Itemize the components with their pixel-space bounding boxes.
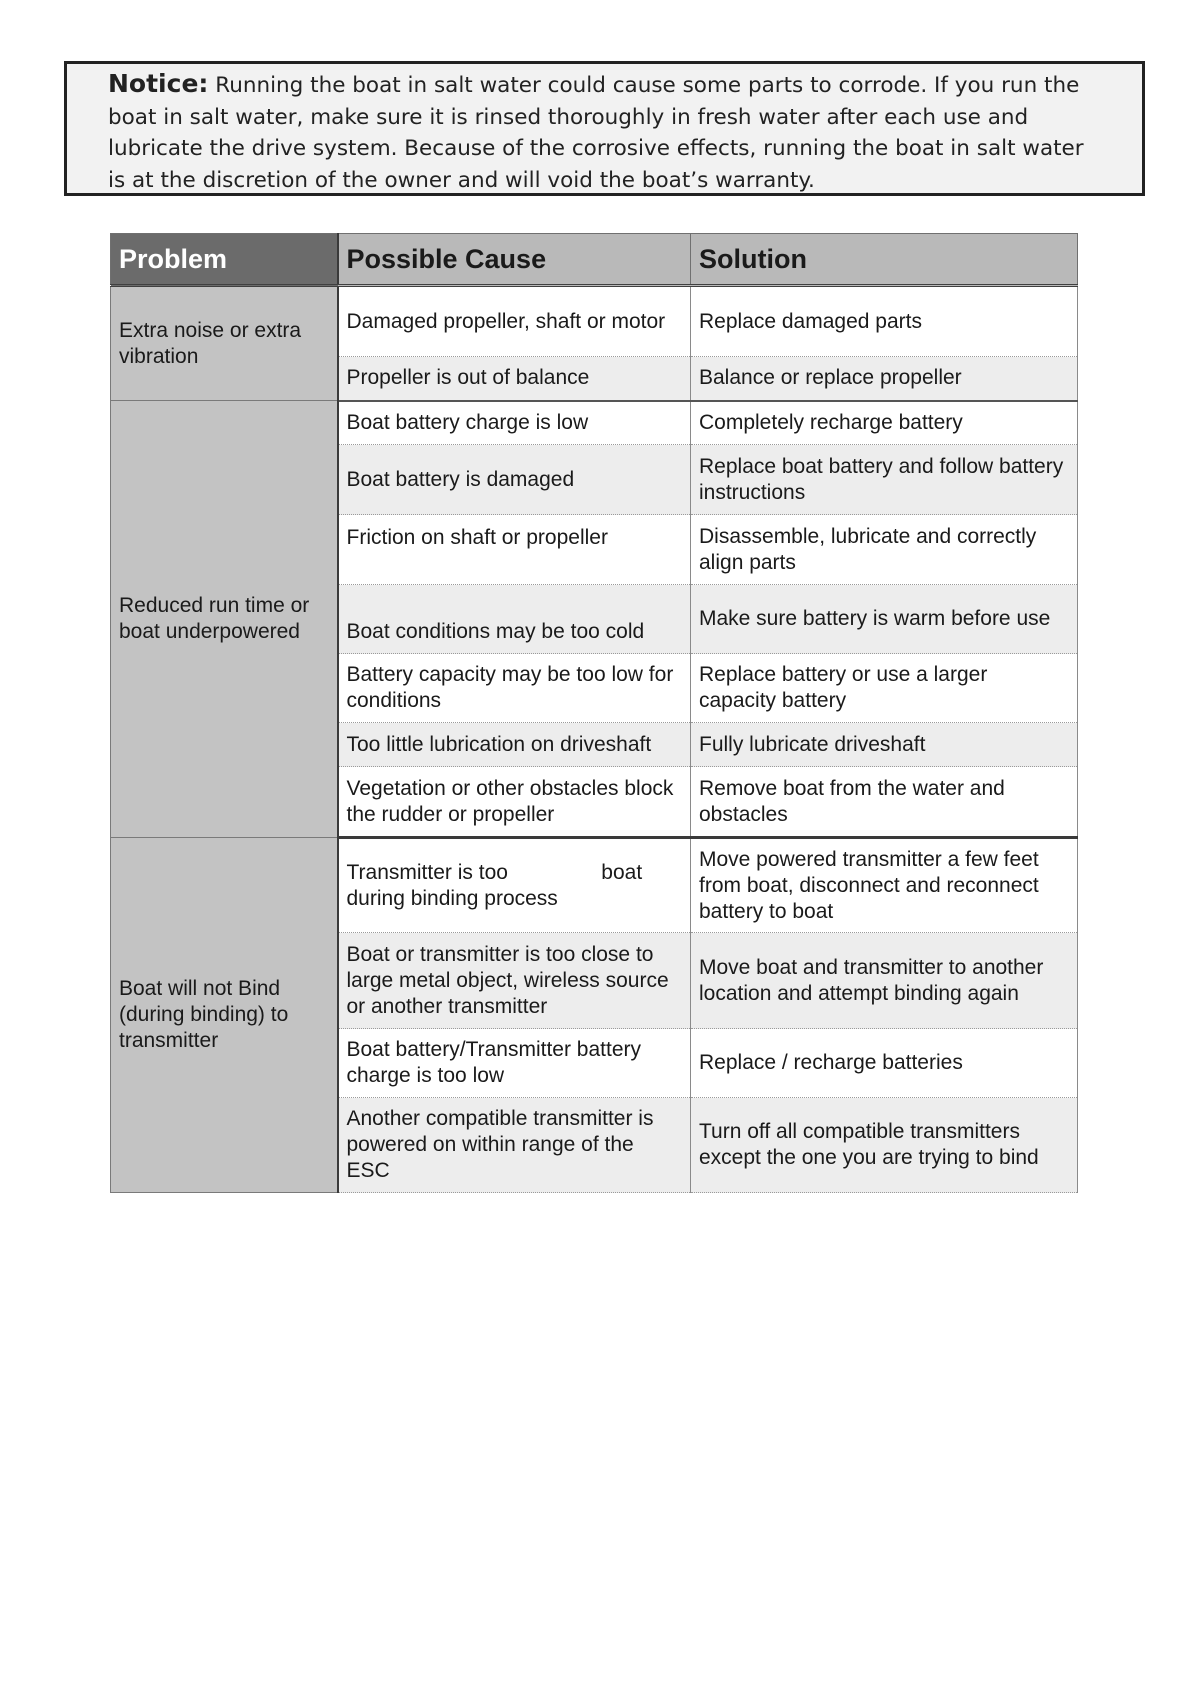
troubleshooting-table (110, 233, 1093, 1193)
cause-cell: Boat battery charge is low (338, 401, 691, 445)
solution-cell: Replace / recharge batteries (691, 1029, 1078, 1098)
cause-cell: Friction on shaft or propeller (338, 515, 691, 585)
cause-cell: Another compatible transmitter is powered on within range of the ESC (338, 1098, 691, 1193)
solution-cell: Replace battery or use a larger capacity battery (691, 654, 1078, 723)
cause-cell: Boat or transmitter is too close to large metal object, wireless source or another transmitter (338, 933, 691, 1029)
problem-cell: Reduced run time or boat underpowered (111, 401, 338, 838)
notice-label: Notice: (108, 69, 209, 98)
problem-cell: Extra noise or extra vibration (111, 286, 338, 401)
solution-cell: Turn off all compatible transmitters except the one you are trying to bind (691, 1098, 1078, 1193)
notice-text: Running the boat in salt water could cause some parts to corrode. If you run the boat in salt water, make sure it is rinsed thoroughly in fresh water after each use and lubricate the drive system. Because of the corrosive effects, running the boat in salt water is at the discretion of the owner and will void the boat’s warranty. (108, 73, 1084, 193)
table-header-row (111, 234, 1078, 286)
solution-cell: Replace boat battery and follow battery instructions (691, 445, 1078, 515)
cause-cell: Too little lubrication on driveshaft (338, 723, 691, 767)
solution-cell: Replace damaged parts (691, 286, 1078, 357)
notice-box (64, 61, 1145, 196)
solution-cell: Disassemble, lubricate and correctly align parts (691, 515, 1078, 585)
cause-cell: Vegetation or other obstacles block the rudder or propeller (338, 767, 691, 838)
cause-cell: Boat battery/Transmitter battery charge is too low (338, 1029, 691, 1098)
cause-cell: Propeller is out of balance (338, 357, 691, 401)
cause-cell: Boat battery is damaged (338, 445, 691, 515)
solution-cell: Completely recharge battery (691, 401, 1078, 445)
problem-cell: Boat will not Bind (during binding) to transmitter (111, 838, 338, 1193)
solution-cell: Balance or replace propeller (691, 357, 1078, 401)
table-row (111, 838, 1078, 933)
cause-cell: Boat conditions may be too cold (338, 585, 691, 654)
solution-cell: Fully lubricate driveshaft (691, 723, 1078, 767)
header-solution: Solution (691, 234, 1078, 286)
solution-cell: Remove boat from the water and obstacles (691, 767, 1078, 838)
table-row (111, 286, 1078, 357)
cause-cell: Battery capacity may be too low for conditions (338, 654, 691, 723)
cause-cell: Transmitter is too boat during binding process (338, 838, 691, 933)
cause-cell: Damaged propeller, shaft or motor (338, 286, 691, 357)
solution-cell: Move boat and transmitter to another location and attempt binding again (691, 933, 1078, 1029)
solution-cell: Move powered transmitter a few feet from boat, disconnect and reconnect battery to boat (691, 838, 1078, 933)
header-possible-cause: Possible Cause (338, 234, 691, 286)
solution-cell: Make sure battery is warm before use (691, 585, 1078, 654)
header-problem: Problem (111, 234, 338, 286)
table-row (111, 401, 1078, 445)
